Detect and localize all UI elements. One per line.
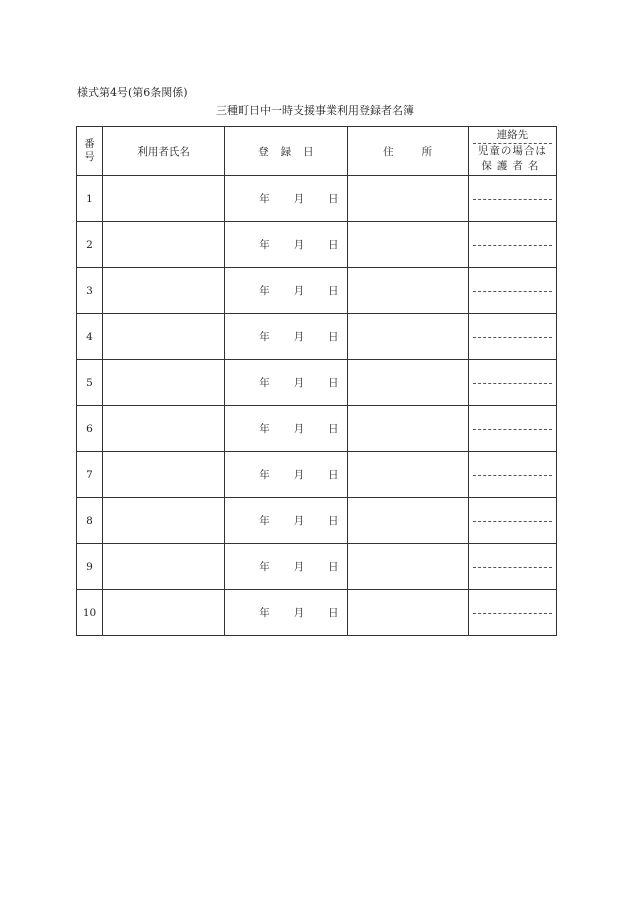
header-user-name-label: 利用者氏名 bbox=[137, 145, 190, 158]
registration-date-field[interactable] bbox=[225, 176, 347, 222]
row-number: 10 bbox=[77, 590, 103, 636]
contact-divider bbox=[473, 245, 552, 246]
registration-date-field[interactable] bbox=[225, 452, 347, 498]
date-month-label: 月 bbox=[293, 331, 305, 343]
address-field[interactable] bbox=[347, 498, 468, 544]
user-name-field[interactable] bbox=[103, 360, 225, 406]
address-field[interactable] bbox=[347, 406, 468, 452]
date-month-label: 月 bbox=[293, 285, 305, 297]
date-year-label: 年 bbox=[259, 285, 270, 297]
row-number: 7 bbox=[77, 452, 103, 498]
contact-field[interactable] bbox=[468, 452, 556, 498]
contact-field[interactable] bbox=[468, 590, 556, 636]
date-year-label: 年 bbox=[259, 239, 270, 251]
table-body bbox=[77, 176, 557, 636]
header-reg-date-char-1: 登 bbox=[258, 145, 269, 158]
header-user-name bbox=[103, 127, 225, 176]
table-row bbox=[77, 176, 557, 222]
header-contact-guardian-note: 児童の場合は bbox=[477, 145, 547, 157]
user-name-field[interactable] bbox=[103, 222, 225, 268]
registration-table bbox=[76, 126, 557, 636]
date-year-label: 年 bbox=[259, 561, 270, 573]
contact-field[interactable] bbox=[468, 360, 556, 406]
date-month-label: 月 bbox=[293, 607, 305, 619]
table-row bbox=[77, 406, 557, 452]
header-address bbox=[347, 127, 468, 176]
registration-date-field[interactable] bbox=[225, 314, 347, 360]
header-number bbox=[77, 127, 103, 176]
table-row bbox=[77, 222, 557, 268]
header-contact-guardian-name: 保護者名 bbox=[481, 160, 544, 172]
contact-divider bbox=[473, 337, 552, 338]
date-year-label: 年 bbox=[259, 193, 270, 205]
address-field[interactable] bbox=[347, 452, 468, 498]
row-number: 5 bbox=[77, 360, 103, 406]
contact-field[interactable] bbox=[468, 544, 556, 590]
contact-divider bbox=[473, 475, 552, 476]
registration-date-field[interactable] bbox=[225, 406, 347, 452]
table-row bbox=[77, 452, 557, 498]
contact-field[interactable] bbox=[468, 268, 556, 314]
registration-date-field[interactable] bbox=[225, 590, 347, 636]
user-name-field[interactable] bbox=[103, 544, 225, 590]
header-number-label: 番号 bbox=[84, 138, 95, 163]
date-day-label: 日 bbox=[328, 515, 339, 527]
registration-date-field[interactable] bbox=[225, 222, 347, 268]
date-year-label: 年 bbox=[259, 423, 270, 435]
date-year-label: 年 bbox=[259, 469, 270, 481]
date-month-label: 月 bbox=[293, 423, 305, 435]
date-year-label: 年 bbox=[259, 515, 270, 527]
row-number: 8 bbox=[77, 498, 103, 544]
row-number: 4 bbox=[77, 314, 103, 360]
registration-date-field[interactable] bbox=[225, 268, 347, 314]
address-field[interactable] bbox=[347, 360, 468, 406]
table-row bbox=[77, 544, 557, 590]
header-address-char-2: 所 bbox=[421, 145, 433, 158]
contact-divider bbox=[473, 383, 552, 384]
user-name-field[interactable] bbox=[103, 406, 225, 452]
date-month-label: 月 bbox=[293, 515, 305, 527]
table-row bbox=[77, 360, 557, 406]
header-contact-label: 連絡先 bbox=[473, 127, 552, 144]
registration-date-field[interactable] bbox=[225, 544, 347, 590]
document-title: 三種町日中一時支援事業利用登録者名簿 bbox=[216, 104, 414, 117]
date-day-label: 日 bbox=[328, 331, 339, 343]
date-year-label: 年 bbox=[259, 331, 270, 343]
address-field[interactable] bbox=[347, 176, 468, 222]
header-reg-date-char-3: 日 bbox=[303, 145, 314, 158]
date-day-label: 日 bbox=[328, 423, 339, 435]
date-year-label: 年 bbox=[259, 377, 270, 389]
user-name-field[interactable] bbox=[103, 452, 225, 498]
table-row bbox=[77, 590, 557, 636]
user-name-field[interactable] bbox=[103, 268, 225, 314]
table-header-row bbox=[77, 127, 557, 176]
date-day-label: 日 bbox=[328, 607, 339, 619]
contact-field[interactable] bbox=[468, 314, 556, 360]
address-field[interactable] bbox=[347, 268, 468, 314]
registration-date-field[interactable] bbox=[225, 360, 347, 406]
contact-field[interactable] bbox=[468, 406, 556, 452]
row-number: 2 bbox=[77, 222, 103, 268]
user-name-field[interactable] bbox=[103, 590, 225, 636]
header-address-char-1: 住 bbox=[383, 145, 394, 158]
contact-divider bbox=[473, 199, 552, 200]
address-field[interactable] bbox=[347, 544, 468, 590]
date-day-label: 日 bbox=[328, 285, 339, 297]
contact-field[interactable] bbox=[468, 222, 556, 268]
user-name-field[interactable] bbox=[103, 314, 225, 360]
date-year-label: 年 bbox=[259, 607, 270, 619]
user-name-field[interactable] bbox=[103, 176, 225, 222]
date-day-label: 日 bbox=[328, 377, 339, 389]
contact-divider bbox=[473, 567, 552, 568]
date-month-label: 月 bbox=[293, 193, 305, 205]
contact-divider bbox=[473, 429, 552, 430]
date-day-label: 日 bbox=[328, 193, 339, 205]
date-month-label: 月 bbox=[293, 377, 305, 389]
address-field[interactable] bbox=[347, 314, 468, 360]
header-contact bbox=[468, 127, 556, 176]
form-number: 様式第4号(第6条関係) bbox=[77, 86, 188, 99]
contact-divider bbox=[473, 613, 552, 614]
date-month-label: 月 bbox=[293, 561, 305, 573]
date-day-label: 日 bbox=[328, 469, 339, 481]
address-field[interactable] bbox=[347, 590, 468, 636]
row-number: 1 bbox=[77, 176, 103, 222]
row-number: 9 bbox=[77, 544, 103, 590]
row-number: 6 bbox=[77, 406, 103, 452]
user-name-field[interactable] bbox=[103, 498, 225, 544]
date-month-label: 月 bbox=[293, 239, 305, 251]
header-reg-date-char-2: 録 bbox=[280, 145, 292, 158]
date-month-label: 月 bbox=[293, 469, 305, 481]
contact-divider bbox=[473, 291, 552, 292]
address-field[interactable] bbox=[347, 222, 468, 268]
registration-date-field[interactable] bbox=[225, 498, 347, 544]
contact-divider bbox=[473, 521, 552, 522]
header-registration-date bbox=[225, 127, 347, 176]
contact-field[interactable] bbox=[468, 176, 556, 222]
contact-field[interactable] bbox=[468, 498, 556, 544]
table-row bbox=[77, 498, 557, 544]
table-row bbox=[77, 314, 557, 360]
row-number: 3 bbox=[77, 268, 103, 314]
date-day-label: 日 bbox=[328, 561, 339, 573]
date-day-label: 日 bbox=[328, 239, 339, 251]
table-row bbox=[77, 268, 557, 314]
